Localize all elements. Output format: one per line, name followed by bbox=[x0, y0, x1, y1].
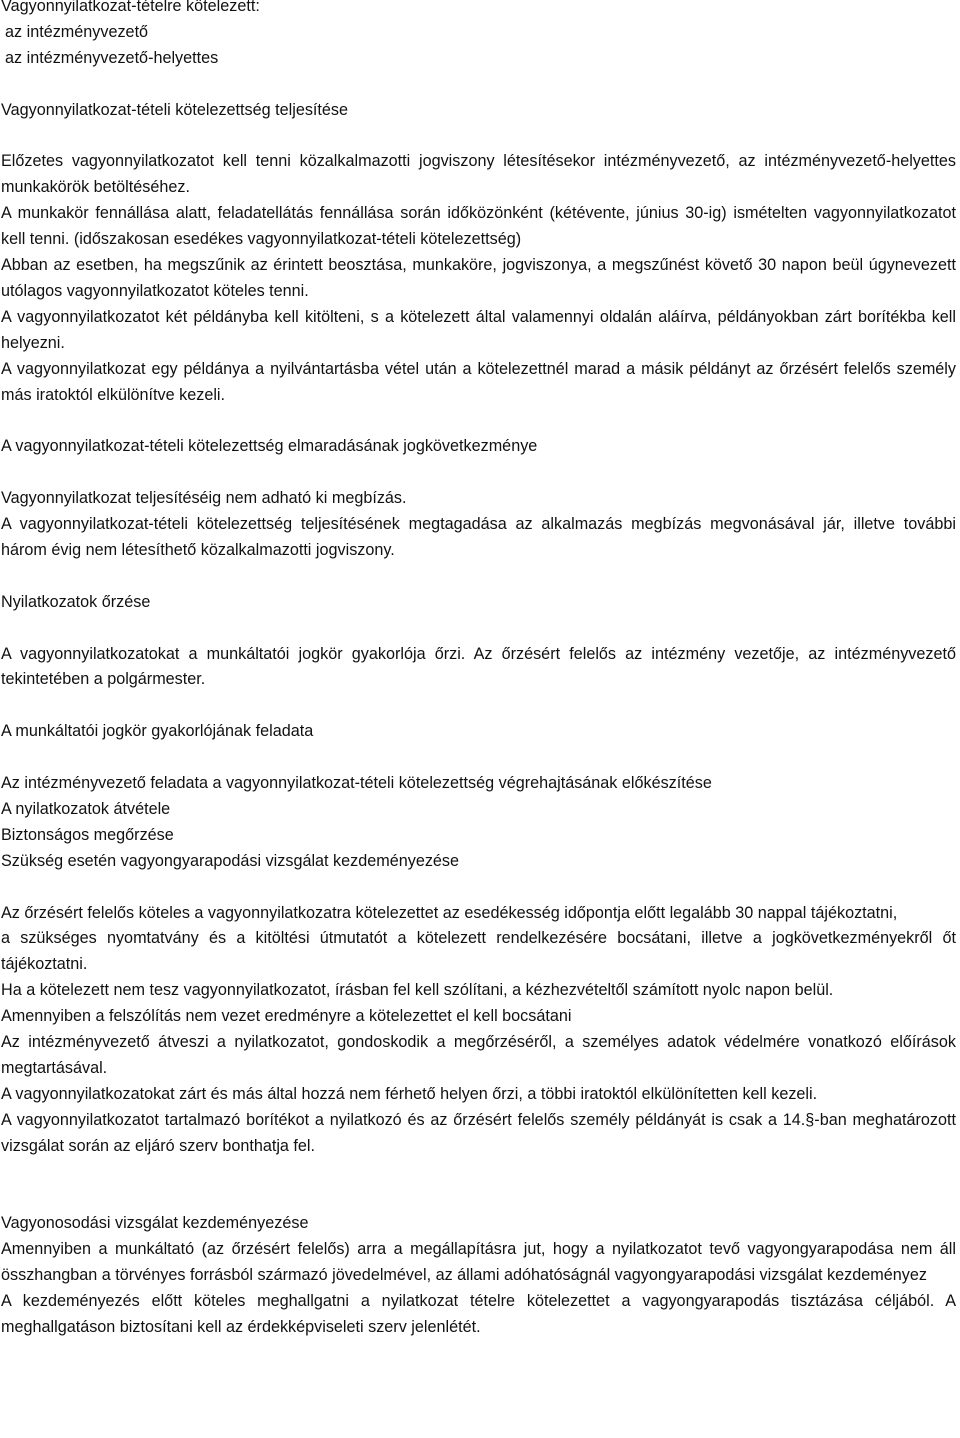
spacer bbox=[1, 1160, 956, 1212]
paragraph: A vagyonnyilatkozat egy példánya a nyilvántartásba vétel után a kötelezettnél marad a másik példányt az őrzésért felelős személy más iratoktól elkülönítve kezeli. bbox=[1, 359, 956, 404]
paragraph: Vagyonnyilatkozat teljesítéséig nem adható ki megbízás. bbox=[1, 489, 407, 508]
task-line: Szükség esetén vagyongyarapodási vizsgálat kezdeményezése bbox=[1, 851, 460, 870]
spacer bbox=[1, 564, 956, 590]
paragraph: Az intézményvezető átveszi a nyilatkozatot, gondoskodik a megőrzéséről, a személyes adatok védelmére vonatkozó előírások megtartásával. bbox=[1, 1033, 956, 1078]
paragraph: A vagyonnyilatkozat-tételi kötelezettség teljesítésének megtagadása az alkalmazás megbízás megvonásával jár, illetve további három évig nem létesíthető közalkalmazotti jogviszony. bbox=[1, 515, 956, 559]
obligated-person-item: az intézményvezető bbox=[5, 22, 149, 41]
paragraph: Amennyiben a felszólítás nem vezet eredményre a kötelezettet el kell bocsátani bbox=[1, 1007, 572, 1026]
spacer bbox=[1, 460, 956, 486]
task-line: A nyilatkozatok átvétele bbox=[1, 799, 171, 818]
paragraph: A vagyonnyilatkozatot két példányba kell kitölteni, s a kötelezett által valamennyi oldalán aláírva, példányokban zárt borítékba kell helyezni. bbox=[1, 307, 956, 352]
paragraph: Ha a kötelezett nem tesz vagyonnyilatkozatot, írásban fel kell szólítani, a kézhezvételtől számított nyolc napon belül. bbox=[1, 981, 834, 1000]
paragraph: Előzetes vagyonnyilatkozatot kell tenni közalkalmazotti jogviszony létesítésekor intézményvezető, az intézményvezető-helyettes munkakörök betöltéséhez. bbox=[1, 152, 956, 197]
paragraph: Amennyiben a munkáltató (az őrzésért felelős) arra a megállapításra jut, hogy a nyilatkozatot tevő vagyongyarapodása nem áll összhangban a törvényes forrásból származó jövedelmével, az állami adóhatóságnál vagyongyarapodási vizsgálat kezdeményez bbox=[1, 1240, 956, 1285]
section-heading: A vagyonnyilatkozat-tételi kötelezettség elmaradásának jogkövetkezménye bbox=[1, 437, 538, 456]
spacer bbox=[1, 693, 956, 719]
section-heading: A munkáltatói jogkör gyakorlójának feladata bbox=[1, 722, 314, 741]
spacer bbox=[1, 616, 956, 642]
section-heading: Nyilatkozatok őrzése bbox=[1, 592, 151, 611]
obligated-persons-heading: Vagyonnyilatkozat-tételre kötelezett: bbox=[1, 0, 260, 15]
paragraph: A vagyonnyilatkozatokat a munkáltatói jogkör gyakorlója őrzi. Az őrzésért felelős az intézmény vezetője, az intézményvezető tekintetében a polgármester. bbox=[1, 644, 956, 689]
paragraph: Abban az esetben, ha megszűnik az érintett beosztása, munkaköre, jogviszonya, a megszűnést követő 30 napon beül úgynevezett utólagos vagyonnyilatkozatot köteles tenni. bbox=[1, 256, 956, 300]
paragraph: A vagyonnyilatkozatot tartalmazó borítékot a nyilatkozó és az őrzésért felelős személy példányát is csak a 14.§-ban meghatározott vizsgálat során az eljáró szerv bonthatja fel. bbox=[1, 1110, 956, 1155]
obligated-person-item: az intézményvezető-helyettes bbox=[5, 48, 219, 67]
task-line: Biztonságos megőrzése bbox=[1, 825, 174, 844]
task-line: Az intézményvezető feladata a vagyonnyilatkozat-tételi kötelezettség végrehajtásának előkészítése bbox=[1, 774, 712, 793]
paragraph: A kezdeményezés előtt köteles meghallgatni a nyilatkozat tételre kötelezettet a vagyongyarapodás tisztázása céljából. A meghallgatáson biztosítani kell az érdekképviseleti szerv jelenlétét. bbox=[1, 1292, 956, 1337]
spacer bbox=[1, 745, 956, 771]
spacer bbox=[1, 124, 956, 150]
section-heading: Vagyonnyilatkozat-tételi kötelezettség teljesítése bbox=[1, 100, 349, 119]
section-heading: Vagyonosodási vizsgálat kezdeményezése bbox=[1, 1214, 309, 1233]
document-page bbox=[1, 0, 956, 1341]
paragraph: A vagyonnyilatkozatokat zárt és más által hozzá nem férhető helyen őrzi, a többi iratoktól elkülönítetten kell kezeli. bbox=[1, 1084, 818, 1103]
spacer bbox=[1, 875, 956, 901]
paragraph: a szükséges nyomtatvány és a kitöltési útmutatót a kötelezett rendelkezésére bocsátani, illetve a jogkövetkezményekről őt tájékoztatni. bbox=[1, 929, 956, 974]
spacer bbox=[1, 72, 956, 98]
paragraph: Az őrzésért felelős köteles a vagyonnyilatkozatra kötelezettet az esedékesség időpontja előtt legalább 30 nappal tájékoztatni, bbox=[1, 903, 898, 922]
spacer bbox=[1, 408, 956, 434]
paragraph: A munkakör fennállása alatt, feladatellátás fennállása során időközönként (kétévente, június 30-ig) ismételten vagyonnyilatkozatot kell tenni. (időszakosan esedékes vagyonnyilatkozat-tételi kötelezettség) bbox=[1, 204, 956, 249]
